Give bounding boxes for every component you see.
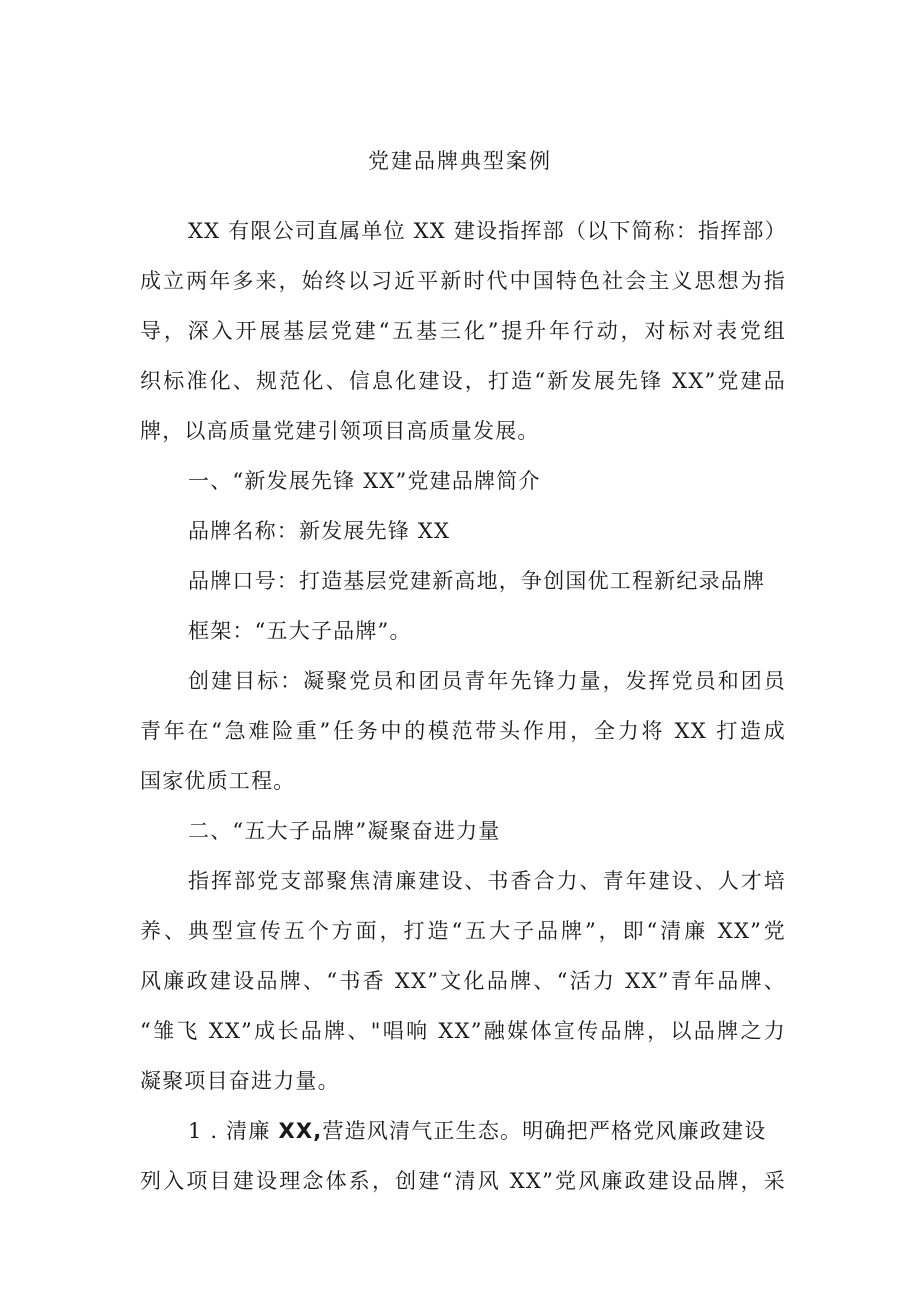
paragraph-line: 品牌口号：打造基层党建新高地，争创国优工程新纪录品牌 bbox=[188, 569, 766, 593]
item-line bbox=[188, 1116, 766, 1146]
paragraph-line: XX 有限公司直属单位 XX 建设指挥部（以下简称：指挥部） bbox=[188, 219, 787, 243]
paragraph-line: 青年在“急难险重”任务中的模范带头作用，全力将 XX 打造成 bbox=[140, 719, 786, 743]
paragraph-line: 导，深入开展基层党建“五基三化”提升年行动，对标对表党组 bbox=[140, 319, 786, 343]
section-heading: 一、“新发展先锋 XX”党建品牌简介 bbox=[188, 469, 541, 493]
paragraph-line: 框架：“五大子品牌”。 bbox=[188, 619, 412, 643]
paragraph-line: 列入项目建设理念体系，创建“清风 XX”党风廉政建设品牌，采 bbox=[140, 1169, 786, 1193]
paragraph-line: 凝聚项目奋进力量。 bbox=[140, 1069, 340, 1093]
paragraph-line: “雏飞 XX”成长品牌、"唱响 XX”融媒体宣传品牌，以品牌之力 bbox=[140, 1019, 786, 1043]
paragraph-line: 创建目标：凝聚党员和团员青年先锋力量，发挥党员和团员 bbox=[188, 669, 786, 693]
paragraph-line: 牌，以高质量党建引领项目高质量发展。 bbox=[140, 419, 540, 443]
paragraph-line: 养、典型宣传五个方面，打造“五大子品牌”，即“清廉 XX”党 bbox=[140, 919, 786, 943]
section-heading: 二、“五大子品牌”凝聚奋进力量 bbox=[188, 819, 501, 843]
item-number: 1 . 清廉 bbox=[188, 1119, 279, 1143]
paragraph-line: 织标准化、规范化、信息化建设，打造“新发展先锋 XX”党建品 bbox=[140, 369, 786, 393]
paragraph-line: 指挥部党支部聚焦清廉建设、书香合力、青年建设、人才培 bbox=[188, 869, 786, 893]
item-text: 营造风清气正生态。明确把严格党风廉政建设 bbox=[322, 1119, 767, 1143]
paragraph-line: 风廉政建设品牌、“书香 XX”文化品牌、“活力 XX”青年品牌、 bbox=[140, 969, 786, 993]
paragraph-line: 国家优质工程。 bbox=[140, 769, 296, 793]
paragraph-line: 成立两年多来，始终以习近平新时代中国特色社会主义思想为指 bbox=[140, 269, 786, 293]
document-title: 党建品牌典型案例 bbox=[368, 149, 552, 173]
item-bold-name: XX, bbox=[278, 1119, 323, 1143]
paragraph-line: 品牌名称：新发展先锋 XX bbox=[188, 519, 451, 543]
